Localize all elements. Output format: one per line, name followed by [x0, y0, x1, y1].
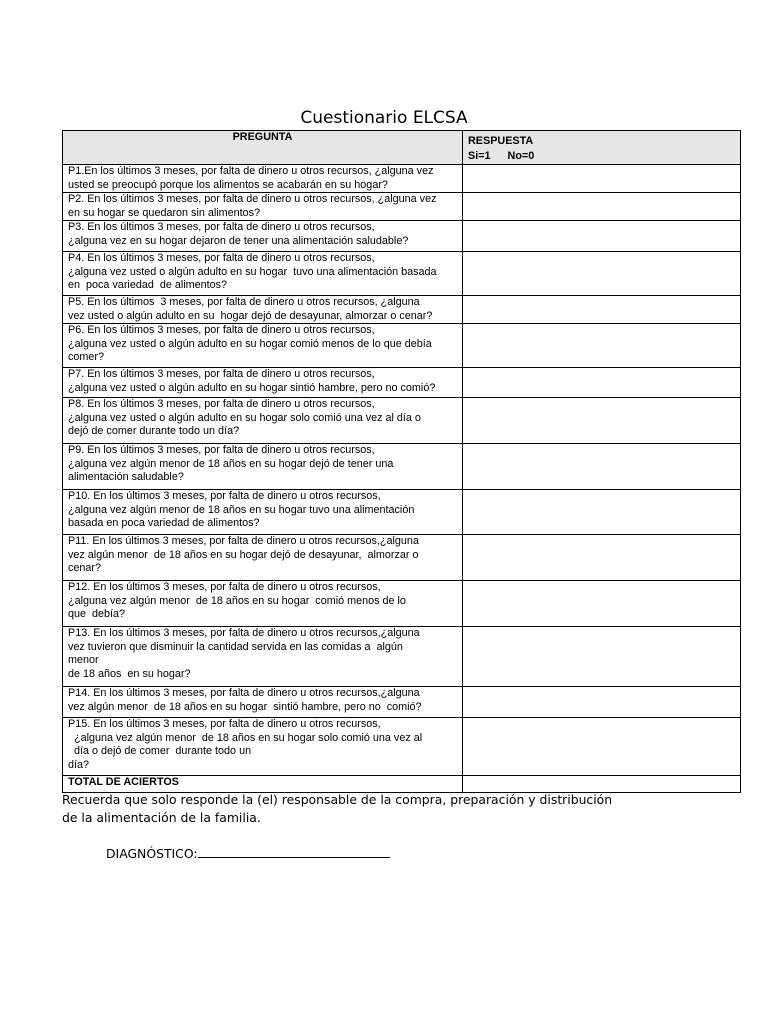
question-cell — [63, 687, 463, 718]
option-yes: Si=1 — [468, 150, 491, 162]
answer-cell[interactable] — [463, 581, 741, 627]
question-line: P8. En los últimos 3 meses, por falta de dinero u otros recursos, — [68, 398, 375, 410]
question-cell — [63, 368, 463, 398]
question-line: vez tuvieron que disminuir la cantidad servida en las comidas a algún — [68, 640, 403, 653]
answer-options — [468, 149, 735, 164]
question-line: comer? — [68, 351, 105, 363]
footer-note: Recuerda que solo responde la (el) responsable de la compra, preparación y distribución de la alimentación de la familia. — [62, 792, 613, 825]
header-answer: RESPUESTA — [468, 135, 534, 147]
header-question: PREGUNTA — [63, 131, 463, 165]
question-line: que debía? — [68, 608, 126, 620]
question-line: vez usted o algún adulto en su hogar dejó de desayunar, almorzar o cenar? — [68, 309, 433, 322]
table-row — [63, 581, 741, 627]
answer-cell[interactable] — [463, 296, 741, 324]
question-cell — [63, 535, 463, 581]
question-cell — [63, 490, 463, 535]
question-line: menor — [68, 654, 99, 666]
table-row — [63, 221, 741, 252]
answer-cell[interactable] — [463, 193, 741, 221]
question-line: ¿alguna vez algún menor de 18 años en su hogar tuvo una alimentación — [68, 503, 415, 516]
question-cell — [63, 627, 463, 687]
question-line: cenar? — [68, 562, 102, 574]
total-label: TOTAL DE ACIERTOS — [63, 776, 463, 793]
question-cell — [63, 444, 463, 490]
answer-cell[interactable] — [463, 627, 741, 687]
question-line: P11. En los últimos 3 meses, por falta de dinero u otros recursos,¿alguna — [68, 535, 419, 547]
table-row — [63, 398, 741, 444]
question-line: P15. En los últimos 3 meses, por falta de dinero u otros recursos, — [68, 718, 381, 730]
question-line: P9. En los últimos 3 meses, por falta de dinero u otros recursos, — [68, 444, 375, 456]
question-line: vez algún menor de 18 años en su hogar sintió hambre, pero no comió? — [68, 700, 422, 713]
answer-cell[interactable] — [463, 444, 741, 490]
question-cell — [63, 252, 463, 296]
question-cell — [63, 324, 463, 368]
option-no: No=0 — [507, 150, 535, 162]
question-cell — [63, 165, 463, 193]
question-line: ¿alguna vez algún menor de 18 años en su hogar comió menos de lo — [68, 594, 406, 607]
question-line: usted se preocupó porque los alimentos se acabarán en su hogar? — [68, 178, 388, 191]
questionnaire-table — [62, 130, 741, 793]
question-line: ¿alguna vez algún menor de 18 años en su hogar dejó de tener una — [68, 457, 394, 470]
table-row — [63, 324, 741, 368]
table-row — [63, 535, 741, 581]
diagnostic-blank-line[interactable] — [198, 845, 390, 858]
question-line: ¿alguna vez algún menor de 18 años en su hogar solo comió una vez al — [68, 731, 423, 744]
total-row — [63, 776, 741, 793]
table-row — [63, 490, 741, 535]
answer-cell[interactable] — [463, 368, 741, 398]
question-cell — [63, 581, 463, 627]
table-row — [63, 687, 741, 718]
question-line: P5. En los últimos 3 meses, por falta de dinero u otros recursos, ¿alguna — [68, 296, 420, 308]
question-line: basada en poca variedad de alimentos? — [68, 517, 260, 529]
diagnostic-label: DIAGNÓSTICO: — [106, 846, 198, 861]
question-line: P7. En los últimos 3 meses, por falta de dinero u otros recursos, — [68, 368, 375, 380]
question-line: P1.En los últimos 3 meses, por falta de dinero u otros recursos, ¿alguna vez — [68, 165, 434, 177]
question-line: dejó de comer durante todo un día? — [68, 425, 240, 437]
question-cell — [63, 296, 463, 324]
question-line: P13. En los últimos 3 meses, por falta de dinero u otros recursos,¿alguna — [68, 627, 420, 639]
answer-cell[interactable] — [463, 718, 741, 776]
table-row — [63, 252, 741, 296]
answer-cell[interactable] — [463, 687, 741, 718]
questions-body — [63, 165, 741, 793]
table-row — [63, 368, 741, 398]
question-line: ¿alguna vez usted o algún adulto en su hogar sintió hambre, pero no comió? — [68, 381, 436, 394]
table-row — [63, 627, 741, 687]
question-cell — [63, 193, 463, 221]
answer-cell[interactable] — [463, 324, 741, 368]
question-line: P10. En los últimos 3 meses, por falta de dinero u otros recursos, — [68, 490, 381, 502]
question-line: P3. En los últimos 3 meses, por falta de dinero u otros recursos, — [68, 221, 375, 233]
answer-cell[interactable] — [463, 165, 741, 193]
total-answer-cell[interactable] — [463, 776, 741, 793]
question-cell — [63, 221, 463, 252]
question-line: P4. En los últimos 3 meses, por falta de dinero u otros recursos, — [68, 252, 375, 264]
question-line: P2. En los últimos 3 meses, por falta de dinero u otros recursos, ¿alguna vez — [68, 193, 437, 205]
answer-cell[interactable] — [463, 221, 741, 252]
table-row — [63, 165, 741, 193]
table-header-row — [63, 131, 741, 165]
question-line: P12. En los últimos 3 meses, por falta de dinero u otros recursos, — [68, 581, 381, 593]
question-line: ¿alguna vez en su hogar dejaron de tener una alimentación saludable? — [68, 234, 409, 247]
diagnostic — [106, 845, 390, 863]
question-line: día o dejó de comer durante todo un — [68, 745, 252, 757]
question-line: vez algún menor de 18 años en su hogar dejó de desayunar, almorzar o — [68, 548, 419, 561]
question-cell — [63, 398, 463, 444]
question-line: ¿alguna vez usted o algún adulto en su hogar solo comió una vez al día o — [68, 411, 421, 424]
question-cell — [63, 718, 463, 776]
question-line: día? — [68, 758, 90, 771]
answer-cell[interactable] — [463, 490, 741, 535]
header-answer-cell — [463, 131, 741, 165]
question-line: de 18 años en su hogar? — [68, 667, 191, 680]
table-row — [63, 296, 741, 324]
question-line: P6. En los últimos 3 meses, por falta de dinero u otros recursos, — [68, 324, 375, 336]
question-line: en su hogar se quedaron sin alimentos? — [68, 206, 261, 219]
question-line: alimentación saludable? — [68, 471, 184, 483]
question-line: P14. En los últimos 3 meses, por falta de dinero u otros recursos,¿alguna — [68, 687, 420, 699]
table-row — [63, 444, 741, 490]
answer-cell[interactable] — [463, 398, 741, 444]
question-line: ¿alguna vez usted o algún adulto en su hogar comió menos de lo que debía — [68, 337, 432, 350]
page-title: Cuestionario ELCSA — [300, 108, 468, 128]
table-row — [63, 193, 741, 221]
table-row — [63, 718, 741, 776]
answer-cell[interactable] — [463, 252, 741, 296]
question-line: ¿alguna vez usted o algún adulto en su hogar tuvo una alimentación basada — [68, 265, 437, 278]
answer-cell[interactable] — [463, 535, 741, 581]
question-line: en poca variedad de alimentos? — [68, 279, 228, 291]
